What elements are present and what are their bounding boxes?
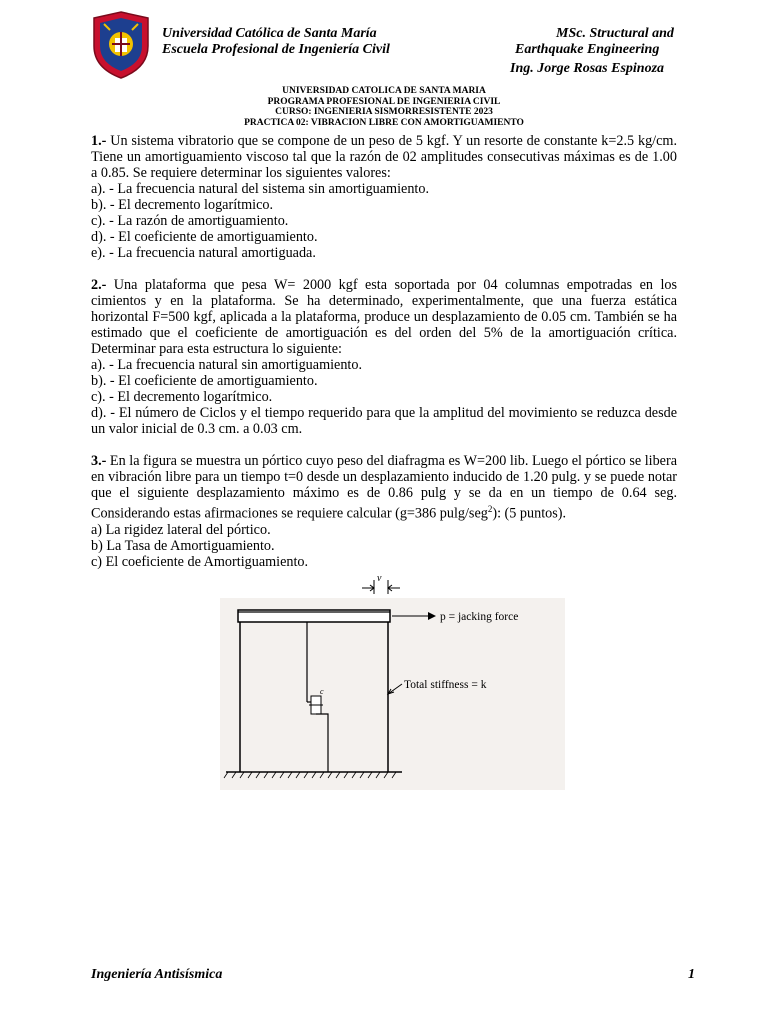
problem-1-text: Un sistema vibratorio que se compone de un peso de 5 kgf. Y un resorte de constante k=2.5 kg/cm. Tiene un amortiguamiento viscoso tal que la razón de 02 amplitudes consecutivas máximas es de 1.00 a 0.85. Se requiere determinar los siguientes valores:: [91, 133, 677, 181]
problem-3-text: En la figura se muestra un pórtico cuyo peso del diafragma es W=200 lib. Luego el pórtico se libera en vibración libre para un tiempo t=0 desde un desplazamiento inducido de 1.20 pulg. y se puede notar que el siguiente desplazamiento máximo es de 0.86 pulg y se da en un tiempo de 0.64 seg. Considerando estas afirmaciones se requiere calcular (g=386 pulg/seg: [91, 453, 677, 522]
title-line-4: PRACTICA 02: VIBRACION LIBRE CON AMORTIGUAMIENTO: [244, 117, 524, 128]
page-number: 1: [688, 967, 695, 982]
footer-course: Ingeniería Antisísmica: [91, 967, 223, 982]
problem-3-number: 3.-: [91, 453, 107, 469]
problem-3-item-b: b) La Tasa de Amortiguamiento.: [91, 537, 275, 554]
problem-2-text: Una plataforma que pesa W= 2000 kgf esta soportada por 04 columnas empotradas en los cimientos y en la plataforma. Se ha determinado, experimentalmente, que una fuerza estática horizontal F=500 kgf, aplicada a la plataforma, produce un desplazamiento de 0.05 cm. También se ha estimado que el coeficiente de amortiguación es del orden del 5% de la amortiguación crítica. Determinar para esta estructura lo siguiente:: [91, 277, 677, 357]
figure-background: [220, 598, 565, 790]
page-header: [90, 10, 690, 88]
problem-3-superscript: 2: [487, 504, 493, 514]
displacement-label: v: [377, 573, 382, 584]
problem-set: [91, 133, 677, 570]
school-name: Escuela Profesional de Ingeniería Civil: [162, 42, 390, 57]
title-line-1: UNIVERSIDAD CATOLICA DE SANTA MARIA: [282, 86, 486, 96]
spacer: [91, 437, 677, 453]
problem-3-item-a: a) La rigidez lateral del pórtico.: [91, 521, 271, 538]
problem-1-item-d: d). - El coeficiente de amortiguamiento.: [91, 229, 318, 245]
stiffness-label: Total stiffness = k: [404, 679, 487, 691]
problem-3-text-end: ): (5 puntos).: [492, 505, 567, 522]
displacement-arrow-right: [388, 585, 400, 591]
displacement-arrow-left: [362, 585, 374, 591]
problem-3-item-c: c) El coeficiente de Amortiguamiento.: [91, 553, 309, 570]
problem-2-item-c: c). - El decremento logarítmico.: [91, 389, 273, 405]
damper-label: c: [320, 687, 324, 696]
spacer: [91, 261, 677, 277]
problem-2-item-a: a). - La frecuencia natural sin amortiguamiento.: [91, 357, 363, 373]
university-logo: [90, 10, 152, 80]
problem-2-statement: [91, 277, 677, 357]
program-line-2: Earthquake Engineering: [515, 42, 660, 57]
instructor-name: Ing. Jorge Rosas Espinoza: [510, 61, 665, 76]
problem-1-statement: [91, 133, 677, 181]
problem-1-item-c: c). - La razón de amortiguamiento.: [91, 213, 289, 229]
problem-1-item-a: a). - La frecuencia natural del sistema sin amortiguamiento.: [91, 181, 429, 197]
force-label: p = jacking force: [440, 611, 519, 623]
problem-3-statement: [91, 453, 677, 522]
problem-1-item-e: e). - La frecuencia natural amortiguada.: [91, 245, 316, 261]
title-line-2: PROGRAMA PROFESIONAL DE INGENIERIA CIVIL: [267, 96, 501, 107]
university-name: Universidad Católica de Santa María: [162, 26, 377, 41]
problem-2-item-d: d). - El número de Ciclos y el tiempo requerido para que la amplitud del movimiento se reduzca desde un valor inicial de 0.3 cm. a 0.03 cm.: [91, 405, 677, 437]
program-line-1: MSc. Structural and: [556, 26, 674, 41]
problem-1-number: 1.-: [91, 133, 107, 149]
problem-2-item-b: b). - El coeficiente de amortiguamiento.: [91, 373, 318, 389]
document-titles: [0, 86, 768, 128]
frame-figure: [220, 572, 565, 790]
problem-1-item-b: b). - El decremento logarítmico.: [91, 197, 274, 213]
problem-2-number: 2.-: [91, 277, 107, 293]
title-line-3: CURSO: INGENIERIA SISMORRESISTENTE 2023: [275, 107, 493, 117]
